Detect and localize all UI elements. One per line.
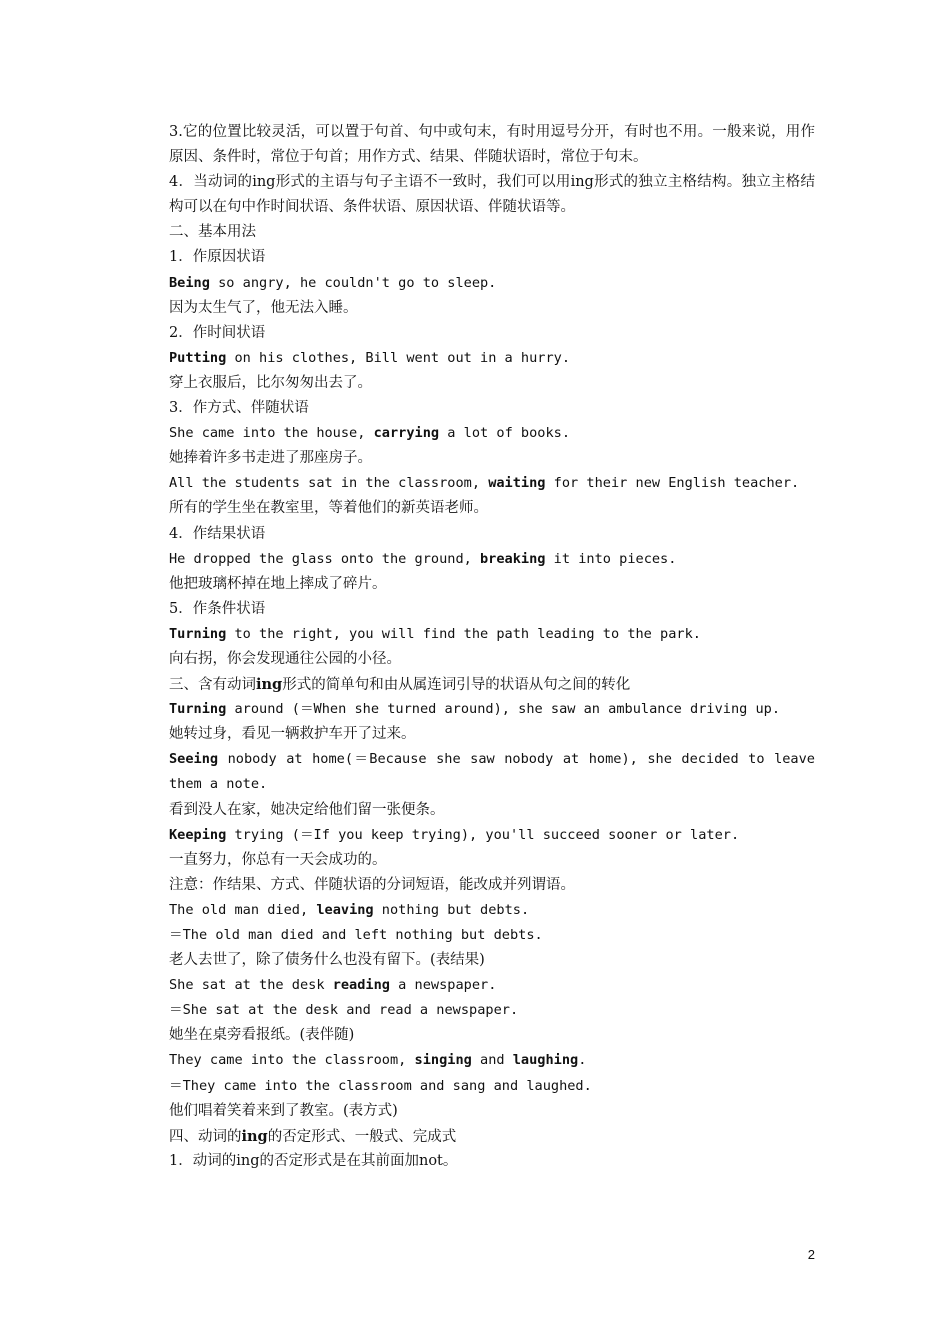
emphasized-word: ing [256,676,283,694]
emphasized-word: Seeing [169,751,219,768]
text-line [137,421,815,446]
text-segment: for their new English teacher. [545,475,800,492]
emphasized-word: leaving [316,901,374,918]
text-line [137,597,815,622]
text-segment: 1．动词的ing的否定形式是在其前面加not。 [169,1152,458,1169]
text-segment: 老人去世了，除了债务什么也没有留下。(表结果) [169,952,485,969]
text-segment: 二、基本用法 [169,224,256,241]
text-segment: to the right, you will find the path leading to the park. [226,625,701,642]
text-segment: 他把玻璃杯掉在地上摔成了碎片。 [169,575,387,592]
text-line [137,923,815,948]
text-line [137,798,815,823]
emphasized-word: reading [332,977,390,994]
text-segment: 4．作结果状语 [169,525,266,542]
text-line [137,1074,815,1099]
text-segment: 所有的学生坐在教室里，等着他们的新英语老师。 [169,500,488,517]
text-segment: He dropped the glass onto the ground, [169,550,480,567]
emphasized-word: Putting [169,349,227,366]
text-segment: 四、动词的 [169,1128,242,1145]
emphasized-word: waiting [488,475,546,492]
text-line [137,898,815,923]
emphasized-word: ing [241,1127,268,1145]
text-segment: it into pieces. [545,550,677,567]
text-segment: so angry, he couldn't go to sleep. [209,274,497,291]
text-line [137,572,815,597]
text-segment: around (＝When she turned around), she saw an ambulance driving up. [226,701,781,718]
text-segment: . [578,1052,587,1069]
text-line [137,1048,815,1073]
text-line [137,622,815,647]
text-segment: She came into the house, [169,425,374,442]
text-line [137,245,815,270]
document-body [137,120,815,1174]
text-line [137,697,815,722]
text-segment: a newspaper. [389,977,497,994]
text-segment: 5．作条件状语 [169,600,266,617]
emphasized-word: singing [414,1052,472,1069]
text-line [137,120,815,170]
text-segment: 形式的简单句和由从属连词引导的状语从句之间的转化 [282,677,631,694]
text-line [137,823,815,848]
text-segment: 他们唱着笑着来到了教室。(表方式) [169,1102,398,1119]
text-line [137,170,815,220]
text-segment: 看到没人在家，她决定给他们留一张便条。 [169,801,445,818]
text-segment: ＝They came into the classroom and sang and laughed. [169,1077,592,1094]
text-line [137,672,815,697]
text-segment: They came into the classroom, [169,1052,415,1069]
page-number: 2 [807,1247,815,1262]
text-line [137,647,815,672]
text-segment: 的否定形式、一般式、完成式 [267,1128,457,1145]
text-line [137,522,815,547]
text-segment: The old man died, [169,901,317,918]
emphasized-word: laughing [512,1052,579,1069]
text-segment: 3．作方式、伴随状语 [169,400,309,417]
text-segment: 3.它的位置比较灵活，可以置于句首、句中或句末，有时用逗号分开，有时也不用。一般来说，用作原因、条件时，常位于句首；用作方式、结果、伴随状语时，常位于句末。 [169,124,815,166]
text-segment: 因为太生气了，他无法入睡。 [169,299,358,316]
text-segment: 2．作时间状语 [169,324,266,341]
text-line [137,371,815,396]
emphasized-word: Being [169,274,210,291]
text-segment: 穿上衣服后，比尔匆匆出去了。 [169,374,372,391]
text-segment: a lot of books. [439,425,571,442]
text-segment: 注意：作结果、方式、伴随状语的分词短语，能改成并列谓语。 [169,876,575,893]
text-line [137,1149,815,1174]
text-line [137,1023,815,1048]
text-line [137,722,815,747]
emphasized-word: Turning [169,701,227,718]
text-segment: and [471,1052,513,1069]
text-line [137,271,815,296]
text-line [137,471,815,496]
text-segment: 她转过身，看见一辆救护车开了过来。 [169,726,416,743]
text-line [137,1124,815,1149]
text-line [137,873,815,898]
text-segment: 她捧着许多书走进了那座房子。 [169,450,372,467]
text-segment: ＝The old man died and left nothing but debts. [169,927,543,943]
text-segment: trying (＝If you keep trying), you'll succeed sooner or later. [226,826,740,843]
text-line [137,998,815,1023]
text-line [137,747,815,797]
emphasized-word: carrying [373,425,440,442]
text-line [137,296,815,321]
text-line [137,346,815,371]
text-line [137,547,815,572]
text-segment: She sat at the desk [169,977,333,994]
text-line [137,848,815,873]
text-line [137,220,815,245]
text-line [137,1099,815,1124]
emphasized-word: Keeping [169,826,227,843]
text-segment: nothing but debts. [373,901,530,918]
text-line [137,446,815,471]
text-segment: 她坐在桌旁看报纸。(表伴随) [169,1027,355,1044]
text-line [137,973,815,998]
text-line [137,396,815,421]
text-line [137,948,815,973]
emphasized-word: breaking [480,550,546,567]
emphasized-word: Turning [169,625,227,642]
text-segment: 向右拐，你会发现通往公园的小径。 [169,650,401,667]
text-line [137,321,815,346]
text-segment: 1．作原因状语 [169,249,266,266]
text-segment: 一直努力，你总有一天会成功的。 [169,851,387,868]
text-segment: on his clothes, Bill went out in a hurry. [226,349,571,366]
text-segment: ＝She sat at the desk and read a newspaper. [169,1002,519,1019]
text-segment: nobody at home(＝Because she saw nobody at home), she decided to leave them a note. [169,751,815,793]
text-segment: All the students sat in the classroom, [169,475,489,492]
text-line [137,496,815,521]
text-segment: 4．当动词的ing形式的主语与句子主语不一致时，我们可以用ing形式的独立主格结构。独立主格结构可以在句中作时间状语、条件状语、原因状语、伴随状语等。 [169,174,815,216]
text-segment: 三、含有动词 [169,677,256,694]
